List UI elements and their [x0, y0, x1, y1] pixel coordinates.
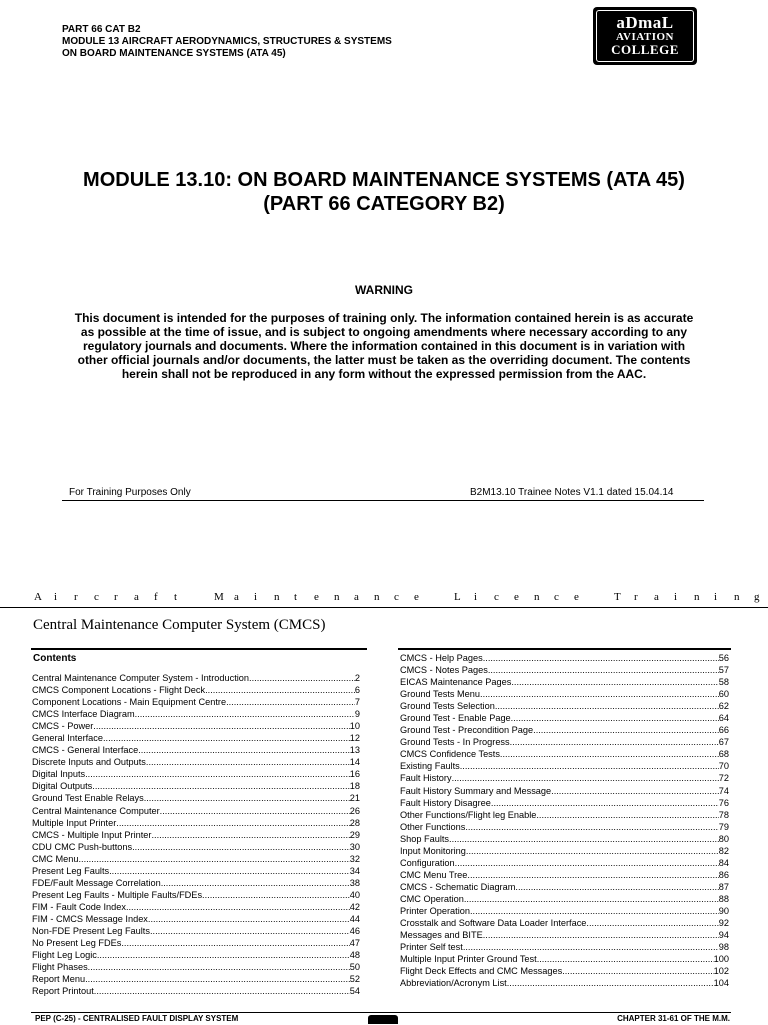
running-head-letter: i	[674, 591, 678, 603]
toc-entry-page: 7	[354, 697, 360, 708]
running-head-letter: L	[454, 591, 461, 603]
toc-entry-page: 88	[718, 893, 729, 904]
toc-entry-page: 10	[349, 721, 360, 732]
toc-leader-dots	[249, 672, 355, 684]
toc-entry[interactable]	[400, 676, 729, 688]
running-head-letter: e	[574, 591, 579, 603]
running-head-letter: T	[614, 591, 621, 603]
toc-entry-page: 60	[718, 689, 729, 700]
toc-entry-title: CMC Menu	[32, 853, 79, 864]
running-head-letter: r	[74, 591, 78, 603]
running-head-letter: n	[534, 591, 540, 603]
toc-entry-title: Printer Operation	[400, 905, 470, 916]
toc-entry-title: FIM - CMCS Message Index	[32, 913, 148, 924]
toc-entry[interactable]	[400, 760, 729, 772]
toc-entry[interactable]	[400, 821, 729, 833]
footer-right: B2M13.10 Trainee Notes V1.1 dated 15.04.14	[470, 487, 674, 498]
toc-entry-page: 6	[354, 685, 360, 696]
running-head-letter	[594, 591, 614, 603]
toc-entry-title: CMCS - General Interface	[32, 745, 139, 756]
toc-entry[interactable]	[32, 841, 360, 853]
toc-leader-dots	[463, 941, 719, 953]
toc-entry-page: 62	[718, 701, 729, 712]
page-number-tab	[368, 1015, 398, 1024]
toc-leader-dots	[151, 829, 349, 841]
toc-entry[interactable]	[32, 805, 360, 817]
toc-entry-page: 50	[349, 962, 360, 973]
toc-entry-title: FDE/Fault Message Correlation	[32, 877, 161, 888]
toc-entry-title: Multiple Input Printer	[32, 817, 117, 828]
toc-entry-title: Report Menu	[32, 974, 86, 985]
toc-entry-page: 26	[349, 805, 360, 816]
toc-leader-dots	[449, 833, 719, 845]
toc-leader-dots	[500, 748, 719, 760]
toc-entry[interactable]	[400, 905, 729, 917]
toc-entry-page: 2	[354, 673, 360, 683]
running-head-divider	[0, 607, 768, 608]
toc-leader-dots	[533, 724, 719, 736]
toc-entry-page: 64	[718, 713, 729, 724]
toc-leader-dots	[586, 917, 718, 929]
running-head-letter: e	[514, 591, 519, 603]
toc-entry[interactable]	[32, 672, 360, 684]
running-head-letter: i	[474, 591, 478, 603]
toc-entry-page: 16	[349, 769, 360, 780]
toc-entry-page: 58	[718, 677, 729, 688]
toc-entry-page: 13	[349, 745, 360, 756]
toc-entry-title: Abbreviation/Acronym List	[400, 978, 507, 989]
college-logo	[593, 7, 697, 65]
logo-line-3: COLLEGE	[611, 42, 679, 57]
toc-entry[interactable]	[400, 881, 729, 893]
toc-entry-page: 54	[349, 986, 360, 997]
toc-right-column	[400, 652, 729, 989]
toc-entry-title: Fault History	[400, 773, 452, 784]
title-line-1: MODULE 13.10: ON BOARD MAINTENANCE SYSTEMS (ATA 45)	[83, 169, 685, 191]
toc-entry[interactable]	[32, 925, 360, 937]
toc-leader-dots	[161, 877, 350, 889]
toc-entry[interactable]	[32, 973, 360, 985]
title-line-2: (PART 66 CATEGORY B2)	[263, 193, 505, 215]
toc-entry[interactable]	[32, 817, 360, 829]
toc-entry-title: CDU CMC Push-buttons	[32, 841, 133, 852]
toc-leader-dots	[464, 893, 719, 905]
toc-leader-dots	[135, 708, 355, 720]
toc-entry[interactable]	[400, 785, 729, 797]
running-head-letter: t	[174, 591, 178, 603]
toc-entry-page: 76	[718, 797, 729, 808]
running-head-letter: t	[294, 591, 298, 603]
running-head-letter: a	[654, 591, 659, 603]
toc-entry-page: 70	[718, 761, 729, 772]
toc-entry[interactable]	[32, 829, 360, 841]
toc-entry[interactable]	[400, 797, 729, 809]
toc-entry-title: Present Leg Faults	[32, 865, 110, 876]
toc-entry[interactable]	[400, 748, 729, 760]
toc-leader-dots	[132, 841, 350, 853]
running-head-letter: M	[214, 591, 224, 603]
toc-entry-page: 74	[718, 785, 729, 796]
toc-entry[interactable]	[32, 744, 360, 756]
footer-divider	[62, 500, 704, 501]
toc-entry-title: Ground Tests Selection	[400, 701, 495, 712]
toc-leader-dots	[536, 809, 718, 821]
toc-leader-dots	[205, 684, 355, 696]
running-head-letter: c	[94, 591, 99, 603]
toc-entry[interactable]	[400, 929, 729, 941]
toc-entry[interactable]	[400, 953, 729, 965]
toc-entry[interactable]	[32, 684, 360, 696]
toc-entry[interactable]	[32, 937, 360, 949]
running-head-letter: i	[254, 591, 258, 603]
toc-entry[interactable]	[32, 865, 360, 877]
toc-entry[interactable]	[32, 768, 360, 780]
toc-entry-page: 87	[718, 881, 729, 892]
toc-entry-page: 18	[349, 781, 360, 792]
toc-entry-page: 80	[718, 833, 729, 844]
running-head-letter: r	[114, 591, 118, 603]
toc-entry-page: 34	[349, 865, 360, 876]
bottom-bar-right: CHAPTER 31-61 OF THE M.M.	[617, 1014, 730, 1023]
toc-entry-title: Component Locations - Main Equipment Centre	[32, 697, 227, 708]
toc-leader-dots	[515, 881, 718, 893]
toc-leader-dots	[483, 929, 719, 941]
toc-leader-dots	[480, 688, 719, 700]
toc-entry-page: 52	[349, 974, 360, 985]
toc-entry-page: 68	[718, 749, 729, 760]
running-head-letter: e	[414, 591, 419, 603]
toc-entry-title: Configuration	[400, 857, 455, 868]
toc-entry-page: 28	[349, 817, 360, 828]
toc-leader-dots	[483, 652, 719, 664]
toc-entry-title: CMC Operation	[400, 893, 464, 904]
contents-heading: Contents	[33, 653, 77, 664]
toc-leader-dots	[103, 732, 350, 744]
toc-entry-page: 86	[718, 869, 729, 880]
toc-leader-dots	[88, 961, 350, 973]
toc-entry-title: CMC Menu Tree	[400, 869, 468, 880]
toc-leader-dots	[92, 780, 350, 792]
toc-entry-page: 104	[713, 978, 729, 989]
toc-entry-title: Other Functions	[400, 821, 466, 832]
toc-entry-title: Report Printout	[32, 986, 94, 997]
running-head-letter: g	[754, 591, 760, 603]
toc-entry[interactable]	[400, 857, 729, 869]
toc-entry-page: 92	[718, 918, 729, 929]
toc-entry[interactable]	[32, 877, 360, 889]
toc-leader-dots	[109, 865, 350, 877]
toc-entry[interactable]	[400, 688, 729, 700]
running-head-letter	[194, 591, 214, 603]
toc-leader-dots	[226, 696, 355, 708]
toc-entry-page: 30	[349, 841, 360, 852]
toc-leader-dots	[537, 953, 714, 965]
toc-leader-dots	[452, 772, 719, 784]
running-head-letter: i	[54, 591, 58, 603]
warning-heading: WARNING	[355, 283, 413, 297]
toc-leader-dots	[148, 913, 350, 925]
toc-entry-title: CMCS - Multiple Input Printer	[32, 829, 152, 840]
toc-entry-page: 78	[718, 809, 729, 820]
toc-entry-page: 21	[349, 793, 360, 804]
running-head-letter: n	[334, 591, 340, 603]
toc-entry[interactable]	[400, 809, 729, 821]
toc-entry-title: Ground Test Enable Relays	[32, 793, 144, 804]
toc-entry-title: Digital Outputs	[32, 781, 93, 792]
running-head-letter: e	[314, 591, 319, 603]
toc-entry-title: Ground Test - Enable Page	[400, 713, 511, 724]
toc-left-column	[32, 672, 360, 997]
section-title: Central Maintenance Computer System (CMCS)	[33, 617, 326, 633]
toc-entry-title: No Present Leg FDEs	[32, 938, 122, 949]
column-divider-right	[398, 648, 731, 650]
toc-entry-page: 79	[718, 821, 729, 832]
toc-entry-title: Present Leg Faults - Multiple Faults/FDEs	[32, 889, 203, 900]
toc-leader-dots	[116, 817, 350, 829]
toc-leader-dots	[150, 925, 350, 937]
toc-entry[interactable]	[400, 736, 729, 748]
toc-entry-page: 14	[349, 757, 360, 768]
toc-leader-dots	[85, 973, 350, 985]
toc-entry-title: CMCS - Power	[32, 721, 94, 732]
toc-entry-title: Fault History Disagree	[400, 797, 491, 808]
toc-leader-dots	[460, 760, 719, 772]
toc-entry-page: 90	[718, 905, 729, 916]
document-header	[62, 24, 392, 60]
toc-entry-page: 42	[349, 901, 360, 912]
running-head-letter: c	[394, 591, 399, 603]
toc-entry-page: 32	[349, 853, 360, 864]
toc-entry-page: 57	[718, 665, 729, 676]
running-head-letter: n	[274, 591, 280, 603]
toc-leader-dots	[78, 853, 349, 865]
toc-entry[interactable]	[400, 965, 729, 977]
toc-entry-title: Flight Leg Logic	[32, 950, 97, 961]
toc-entry[interactable]	[32, 780, 360, 792]
toc-entry-page: 94	[718, 930, 729, 941]
running-head-letter: c	[494, 591, 499, 603]
toc-entry-page: 38	[349, 877, 360, 888]
bottom-bar-left: PEP (C-25) - CENTRALISED FAULT DISPLAY SYSTEM	[35, 1014, 239, 1023]
toc-entry[interactable]	[400, 772, 729, 784]
toc-entry[interactable]	[32, 901, 360, 913]
column-divider-left	[31, 648, 367, 650]
toc-leader-dots	[507, 977, 714, 989]
running-head-letter: A	[34, 591, 42, 603]
toc-entry-page: 47	[349, 938, 360, 949]
toc-leader-dots	[491, 797, 719, 809]
toc-entry-page: 12	[349, 733, 360, 744]
toc-entry-title: Flight Deck Effects and CMC Messages	[400, 966, 563, 977]
toc-entry-title: Central Maintenance Computer System - Introduction	[32, 673, 250, 683]
toc-entry[interactable]	[32, 720, 360, 732]
warning-body: This document is intended for the purposes of training only. The information contained herein is as accurate as possible at the time of issue, and is subject to ongoing amendments where necessary according to any regulatory journals and documents. Where the information contained in this document is in variation with other official journals and/or documents, the latter must be taken as the overriding document. The contents herein shall not be reproduced in any form without the expressed permission from the AAC.	[74, 311, 694, 381]
toc-leader-dots	[465, 821, 718, 833]
toc-leader-dots	[93, 720, 350, 732]
toc-leader-dots	[467, 869, 718, 881]
toc-entry-title: Other Functions/Flight leg Enable	[400, 809, 537, 820]
toc-entry[interactable]	[32, 708, 360, 720]
toc-leader-dots	[126, 901, 350, 913]
header-line-3: ON BOARD MAINTENANCE SYSTEMS (ATA 45)	[62, 48, 286, 59]
toc-entry-title: CMCS Component Locations - Flight Deck	[32, 685, 206, 696]
toc-entry-title: Multiple Input Printer Ground Test	[400, 954, 537, 965]
running-head-letter: a	[354, 591, 359, 603]
toc-entry-page: 102	[713, 966, 729, 977]
toc-entry-page: 82	[718, 845, 729, 856]
toc-leader-dots	[510, 736, 719, 748]
toc-entry-title: Messages and BITE	[400, 930, 483, 941]
toc-entry-page: 66	[718, 725, 729, 736]
toc-entry-page: 40	[349, 889, 360, 900]
toc-leader-dots	[551, 785, 719, 797]
toc-leader-dots	[202, 889, 350, 901]
toc-entry[interactable]	[32, 949, 360, 961]
toc-entry[interactable]	[32, 961, 360, 973]
toc-entry[interactable]	[400, 869, 729, 881]
toc-entry[interactable]	[400, 833, 729, 845]
toc-entry-title: CMCS - Notes Pages	[400, 665, 488, 676]
toc-entry[interactable]	[400, 917, 729, 929]
toc-entry-title: CMCS - Help Pages	[400, 653, 483, 663]
toc-entry-title: General Interface	[32, 733, 103, 744]
toc-entry-title: Crosstalk and Software Data Loader Interface	[400, 918, 587, 929]
toc-leader-dots	[121, 937, 349, 949]
toc-entry-title: Central Maintenance Computer	[32, 805, 160, 816]
running-head-letter: c	[554, 591, 559, 603]
toc-leader-dots	[85, 768, 350, 780]
toc-leader-dots	[511, 712, 719, 724]
running-head-letter: a	[234, 591, 239, 603]
header-line-1: PART 66 CAT B2	[62, 24, 141, 35]
toc-entry[interactable]	[400, 845, 729, 857]
toc-leader-dots	[138, 744, 350, 756]
toc-leader-dots	[562, 965, 713, 977]
toc-leader-dots	[495, 700, 719, 712]
running-head-letter	[434, 591, 454, 603]
toc-entry-title: Digital Inputs	[32, 769, 86, 780]
toc-entry-page: 98	[718, 942, 729, 953]
toc-entry-page: 44	[349, 913, 360, 924]
toc-leader-dots	[160, 805, 350, 817]
running-head-letter: n	[734, 591, 740, 603]
toc-entry-title: Input Monitoring	[400, 845, 466, 856]
toc-entry-title: Discrete Inputs and Outputs	[32, 757, 146, 768]
toc-entry[interactable]	[32, 792, 360, 804]
toc-entry[interactable]	[32, 756, 360, 768]
running-head-letter: r	[634, 591, 638, 603]
header-line-2: MODULE 13 AIRCRAFT AERODYNAMICS, STRUCTURES & SYSTEMS	[62, 36, 392, 47]
toc-entry[interactable]	[400, 664, 729, 676]
toc-entry-page: 29	[349, 829, 360, 840]
toc-entry-title: CMCS - Schematic Diagram	[400, 881, 516, 892]
toc-entry[interactable]	[32, 732, 360, 744]
toc-entry[interactable]	[32, 853, 360, 865]
running-head-letter: f	[154, 591, 158, 603]
toc-entry-title: Printer Self test	[400, 942, 463, 953]
toc-entry-page: 56	[718, 653, 729, 663]
running-head-letter: n	[694, 591, 700, 603]
module-title	[0, 168, 768, 216]
toc-entry-page: 67	[718, 737, 729, 748]
logo-line-2: AVIATION	[616, 31, 674, 43]
toc-entry[interactable]	[400, 700, 729, 712]
toc-entry-title: Ground Tests Menu	[400, 689, 481, 700]
running-head	[34, 591, 768, 603]
toc-leader-dots	[146, 756, 350, 768]
toc-entry-title: Ground Test - Precondition Page	[400, 725, 534, 736]
toc-entry[interactable]	[400, 977, 729, 989]
toc-entry[interactable]	[400, 893, 729, 905]
toc-leader-dots	[470, 905, 719, 917]
toc-leader-dots	[144, 792, 350, 804]
toc-entry[interactable]	[32, 913, 360, 925]
toc-leader-dots	[466, 845, 719, 857]
toc-entry-page: 72	[718, 773, 729, 784]
toc-entry[interactable]	[400, 941, 729, 953]
toc-entry-title: Non-FDE Present Leg Faults	[32, 925, 150, 936]
toc-leader-dots	[511, 676, 718, 688]
toc-entry-page: 48	[349, 950, 360, 961]
toc-entry-page: 100	[713, 954, 729, 965]
footer-left: For Training Purposes Only	[69, 487, 191, 498]
toc-entry-title: Shop Faults	[400, 833, 450, 844]
toc-entry[interactable]	[400, 724, 729, 736]
toc-entry-page: 46	[349, 925, 360, 936]
toc-leader-dots	[94, 985, 350, 997]
toc-entry-title: Fault History Summary and Message	[400, 785, 552, 796]
toc-leader-dots	[97, 949, 350, 961]
toc-leader-dots	[488, 664, 719, 676]
running-head-letter: i	[714, 591, 718, 603]
toc-entry-title: CMCS Interface Diagram	[32, 709, 135, 720]
toc-entry[interactable]	[32, 985, 360, 997]
toc-entry[interactable]	[400, 712, 729, 724]
toc-entry-title: CMCS Confidence Tests	[400, 749, 500, 760]
toc-entry-title: FIM - Fault Code Index	[32, 901, 126, 912]
toc-entry[interactable]	[400, 652, 729, 664]
toc-entry-title: Ground Tests - In Progress	[400, 737, 510, 748]
running-head-letter: n	[374, 591, 380, 603]
toc-entry[interactable]	[32, 889, 360, 901]
running-head-letter: a	[134, 591, 139, 603]
toc-entry-title: Existing Faults	[400, 761, 460, 772]
toc-entry-title: EICAS Maintenance Pages	[400, 677, 512, 688]
logo-line-1: aDmaL	[616, 13, 674, 32]
toc-entry-title: Flight Phases	[32, 962, 88, 973]
toc-entry-page: 9	[354, 709, 360, 720]
toc-entry[interactable]	[32, 696, 360, 708]
toc-entry-page: 84	[718, 857, 729, 868]
toc-leader-dots	[455, 857, 719, 869]
